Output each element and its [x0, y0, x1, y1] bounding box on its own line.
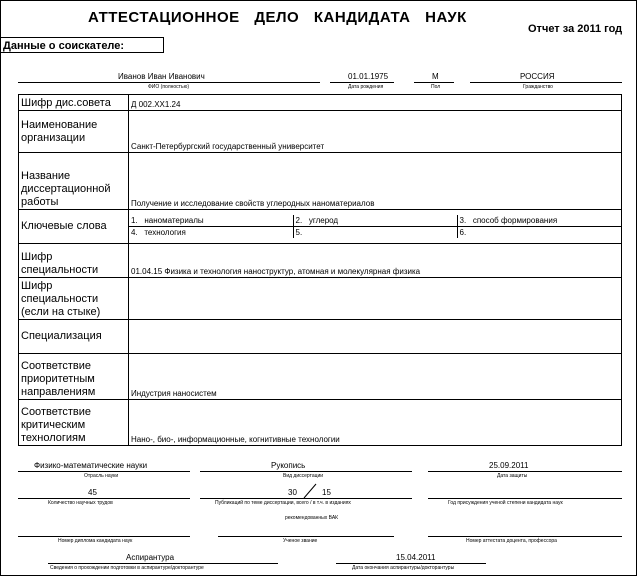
science-branch-line — [18, 471, 190, 472]
training-end-line — [336, 563, 486, 564]
keyword-5: 5. — [293, 227, 457, 239]
works-count-caption: Количество научных трудов — [48, 500, 113, 506]
dissertation-type-line — [200, 471, 412, 472]
keyword-6: 6. — [459, 228, 467, 237]
publications-total: 30 — [288, 488, 297, 497]
diploma-line — [18, 536, 190, 537]
name-caption: ФИО (полностью) — [148, 84, 189, 90]
citizenship-line — [470, 82, 622, 83]
priority-value: Индустрия наносистем — [129, 354, 622, 400]
training-line — [48, 563, 278, 564]
birth-caption: Дата рождения — [348, 84, 384, 90]
degree-year-line — [428, 498, 622, 499]
specialty-label: Шифр специальности — [19, 244, 129, 278]
gender: М — [432, 72, 439, 81]
priority-label: Соответствие приоритетным направлениям — [19, 354, 129, 400]
row-dissertation — [19, 153, 622, 210]
publications-caption-2: рекомендованных ВАК — [285, 515, 339, 521]
keyword-4: 4. технология — [129, 227, 293, 239]
row-priority — [19, 354, 622, 400]
specialization-value — [129, 320, 622, 354]
training-end-date: 15.04.2011 — [396, 553, 436, 562]
applicant-name: Иванов Иван Иванович — [118, 72, 205, 81]
works-count-line — [18, 498, 190, 499]
birth-line — [330, 82, 394, 83]
council-code-label: Шифр дис.совета — [19, 95, 129, 111]
specialty-joint-label: Шифр специальности (если на стыке) — [19, 278, 129, 320]
keywords-cell — [129, 210, 622, 244]
docent-cert-line — [428, 536, 622, 537]
citizenship-caption: Гражданство — [523, 84, 553, 90]
report-year: Отчет за 2011 год — [528, 23, 623, 35]
docent-cert-caption: Номер аттестата доцента, профессора — [466, 538, 557, 544]
dissertation-type-caption: Вид диссертации — [283, 473, 324, 479]
organization-label: Наименование организации — [19, 111, 129, 153]
row-specialty — [19, 244, 622, 278]
defense-date: 25.09.2011 — [489, 461, 529, 470]
specialty-joint-value — [129, 278, 622, 320]
training-caption: Сведения о прохождении подготовки в аспирантуре/докторантуре — [50, 565, 204, 571]
degree-year-caption: Год присуждения ученой степени кандидата наук — [448, 500, 563, 506]
academic-title-caption: Ученое звание — [283, 538, 318, 544]
row-organization — [19, 111, 622, 153]
dissertation-label: Название диссертационной работы — [19, 153, 129, 210]
works-count: 45 — [88, 488, 97, 497]
publications-caption-1: Публикаций по теме диссертации, всего / в т.ч. в изданиях — [215, 500, 351, 506]
publications-vak: 15 — [322, 488, 331, 497]
row-critical — [19, 400, 622, 446]
row-keywords — [19, 210, 622, 244]
row-specialty-joint — [19, 278, 622, 320]
defense-date-line — [428, 471, 622, 472]
keyword-3: 3. способ формирования — [457, 215, 621, 227]
council-code-value: Д 002.XX1.24 — [129, 95, 622, 111]
critical-label: Соответствие критическим технологиям — [19, 400, 129, 446]
keywords-label: Ключевые слова — [19, 210, 129, 244]
specialty-value: 01.04.15 Физика и технология наноструктур, атомная и молекулярная физика — [129, 244, 622, 278]
organization-value: Санкт-Петербургский государственный университет — [129, 111, 622, 153]
training-type: Аспирантура — [126, 553, 175, 562]
attestation-form-table — [18, 94, 622, 446]
applicant-section-label: Данные о соискателе: — [1, 37, 164, 53]
science-branch: Физико-математические науки — [34, 461, 148, 470]
critical-value: Нано-, био-, информационные, когнитивные технологии — [129, 400, 622, 446]
training-end-caption: Дата окончания аспирантуры/докторантуры — [352, 565, 455, 571]
dissertation-type: Рукопись — [271, 461, 306, 470]
gender-caption: Пол — [431, 84, 441, 90]
defense-date-caption: Дата защиты — [497, 473, 528, 479]
dissertation-value: Получение и исследование свойств углеродных наноматериалов — [129, 153, 622, 210]
row-specialization — [19, 320, 622, 354]
specialization-label: Специализация — [19, 320, 129, 354]
citizenship: РОССИЯ — [520, 72, 555, 81]
birth-date: 01.01.1975 — [348, 72, 389, 81]
gender-line — [414, 82, 454, 83]
science-branch-caption: Отрасль науки — [84, 473, 119, 479]
publications-line — [200, 498, 412, 499]
row-council-code — [19, 95, 622, 111]
keyword-1: 1. наноматериалы — [129, 215, 293, 227]
keyword-2: 2. углерод — [293, 215, 457, 227]
keywords-grid — [129, 215, 621, 238]
page-title: АТТЕСТАЦИОННОЕ ДЕЛО КАНДИДАТА НАУК — [88, 9, 467, 26]
diploma-caption: Номер диплома кандидата наук — [58, 538, 133, 544]
academic-title-line — [218, 536, 394, 537]
name-line — [18, 82, 320, 83]
